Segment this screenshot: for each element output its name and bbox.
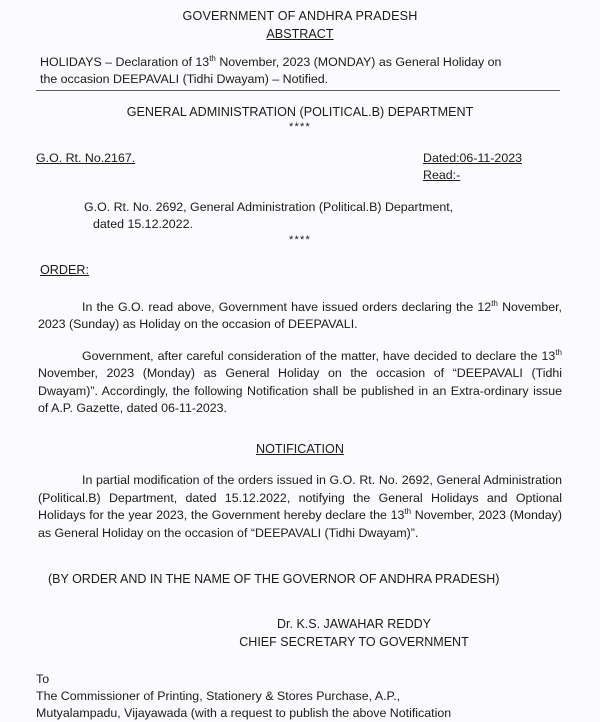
notification-paragraph-ordinal: th	[404, 507, 412, 517]
abstract-label-text: ABSTRACT	[266, 27, 334, 41]
order-paragraph-1	[38, 299, 562, 334]
order-paragraph-2-suffix: November, 2023 (Monday) as General Holiday on the occasion of “DEEPAVALI (Tidhi Dwayam)”. Accordingly, the following Notification shall be published in an Extra-ordinary issue of A.P. Gazette, dated 06-11-2023.	[38, 366, 562, 416]
department-name: GENERAL ADMINISTRATION (POLITICAL.B) DEPARTMENT	[126, 105, 474, 119]
subject-line-1	[40, 54, 564, 71]
addressee-line-2: Mutyalampadu, Vijayawada (with a request to publish the above Notification	[36, 706, 452, 721]
order-paragraph-1-prefix: In the G.O. read above, Government have issued orders declaring the 12	[82, 300, 492, 314]
reference-line-2: dated 15.12.2022.	[93, 216, 193, 231]
go-number-block	[36, 150, 135, 167]
notification-paragraph	[38, 472, 562, 542]
dated-line	[423, 150, 522, 167]
reference-block	[84, 199, 564, 232]
notification-heading	[0, 441, 600, 458]
read-line	[423, 167, 522, 184]
star-separator-2: ****	[289, 234, 311, 246]
order-heading	[40, 262, 600, 279]
star-separator-1: ****	[289, 121, 311, 133]
subject-line-2: the occasion DEEPAVALI (Tidhi Dwayam) – Notified.	[40, 71, 329, 86]
subject-line-1-prefix: HOLIDAYS – Declaration of 13	[40, 55, 210, 69]
order-paragraph-1-suffix: November, 2023 (Sunday) as Holiday on the occasion of DEEPAVALI.	[38, 300, 562, 332]
order-paragraph-2	[38, 348, 562, 418]
signature-inner	[239, 616, 468, 651]
date-read-block	[423, 150, 522, 184]
order-paragraph-2-prefix: Government, after careful consideration of the matter, have decided to declare the 13	[82, 348, 556, 363]
subject-line-1-ordinal: th	[209, 53, 216, 63]
subject-block	[40, 54, 564, 87]
dated-value: Dated:06-11-2023	[423, 151, 522, 165]
order-paragraph-2-ordinal: th	[555, 347, 562, 357]
go-number: G.O. Rt. No.2167.	[36, 151, 136, 165]
signatory-designation: CHIEF SECRETARY TO GOVERNMENT	[239, 634, 469, 649]
government-title: GOVERNMENT OF ANDHRA PRADESH	[182, 9, 418, 23]
go-number-row	[0, 150, 600, 184]
notification-paragraph-suffix: November, 2023 (Monday) as General Holiday on the occasion of “DEEPAVALI (Tidhi Dwayam)”.	[38, 508, 562, 540]
reference-line-1: G.O. Rt. No. 2692, General Administration (Political.B) Department,	[84, 200, 454, 214]
signatory-name: Dr. K.S. JAWAHAR REDDY	[277, 617, 431, 632]
order-paragraph-1-ordinal: th	[491, 298, 498, 308]
notification-heading-text: NOTIFICATION	[256, 442, 344, 457]
order-heading-text: ORDER:	[40, 263, 89, 277]
by-order-line: (BY ORDER AND IN THE NAME OF THE GOVERNOR OF ANDHRA PRADESH)	[48, 572, 500, 587]
header-divider	[36, 90, 560, 91]
addressee-line-1: The Commissioner of Printing, Stationery & Stores Purchase, A.P.,	[36, 689, 401, 704]
document-header	[0, 0, 600, 43]
to-label: To	[36, 672, 50, 687]
abstract-label	[0, 26, 600, 43]
read-label: Read:-	[423, 168, 461, 182]
notification-paragraph-prefix: In partial modification of the orders issued in G.O. Rt. No. 2692, General Administration (Political.B) Department, dated 15.12.2022, notifying the General Holidays and Optional Holidays for the year 2023, the Government hereby declare the 13	[38, 473, 562, 523]
subject-line-1-suffix: November, 2023 (MONDAY) as General Holiday on	[215, 55, 502, 69]
signature-block	[0, 616, 600, 651]
addressee-block	[36, 671, 564, 722]
